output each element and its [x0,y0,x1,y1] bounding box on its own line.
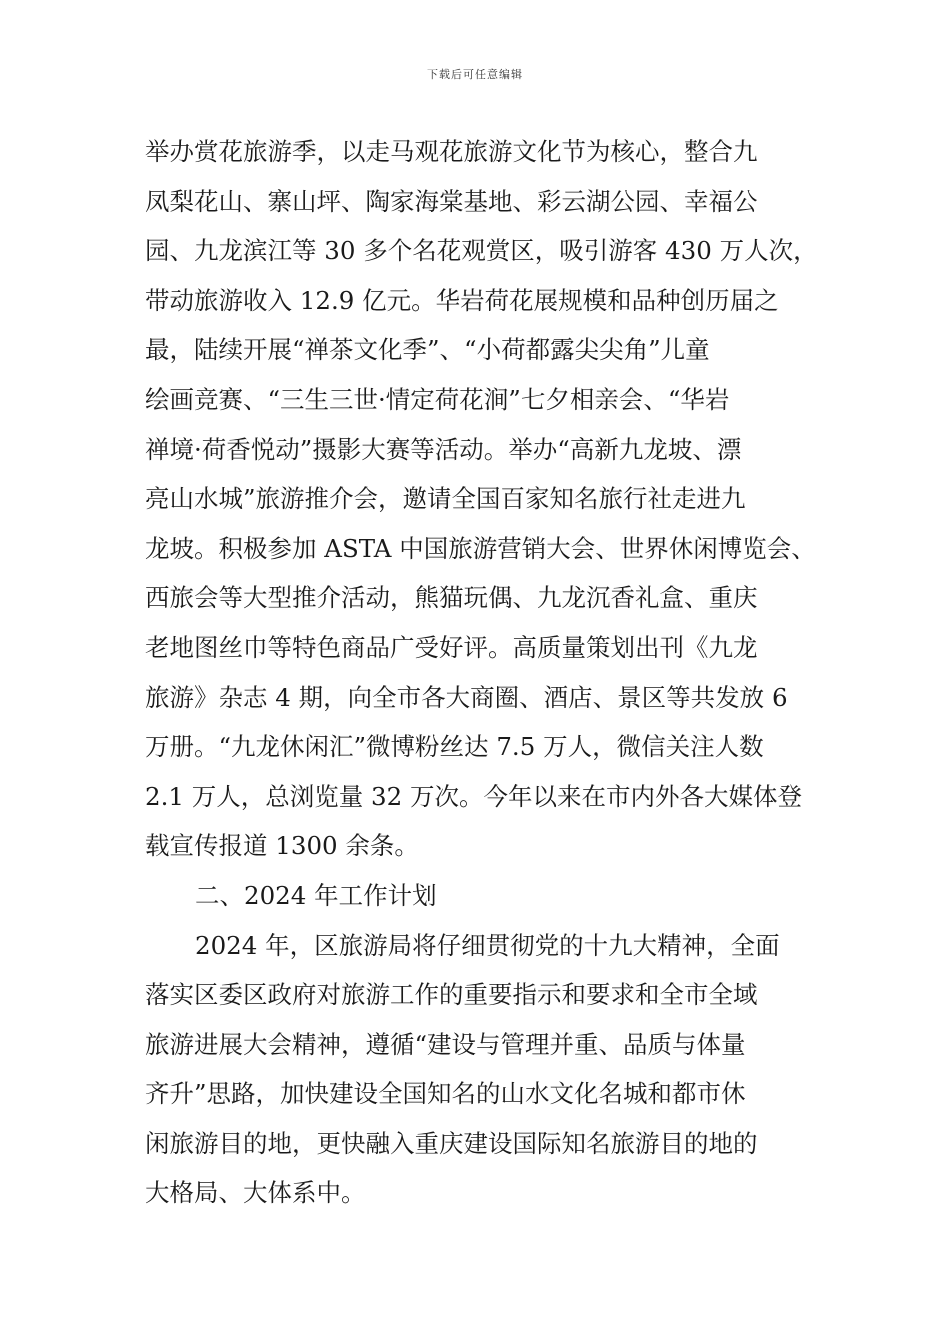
text-line: 老地图丝巾等特色商品广受好评。高质量策划出刊《九龙 [145,632,758,662]
text-line: 园、九龙滨江等 30 多个名花观赏区，吸引游客 430 万人次， [145,236,818,266]
page-header: 下载后可任意编辑 [427,68,523,81]
text-line: 闲旅游目的地，更快融入重庆建设国际知名旅游目的地的 [145,1128,758,1158]
text-line: 亮山水城”旅游推介会，邀请全国百家知名旅行社走进九 [145,484,746,514]
text-line: 西旅会等大型推介活动，熊猫玩偶、九龙沉香礼盒、重庆 [145,583,758,613]
text-line: 举办赏花旅游季，以走马观花旅游文化节为核心，整合九 [145,137,758,166]
text-line: 大格局、大体系中。 [145,1178,366,1208]
text-line: 载宣传报道 1300 余条。 [145,831,419,861]
text-line: 万册。“九龙休闲汇”微博粉丝达 7.5 万人，微信关注人数 [145,732,764,762]
text-line: 齐升”思路，加快建设全国知名的山水文化名城和都市休 [145,1079,746,1109]
section-heading: 二、2024 年工作计划 [195,880,437,910]
text-line: 2024 年，区旅游局将仔细贯彻党的十九大精神，全面 [195,930,780,960]
text-line: 凤梨花山、寨山坪、陶家海棠基地、彩云湖公园、幸福公 [145,186,758,216]
text-line: 绘画竞赛、“三生三世·情定荷花涧”七夕相亲会、“华岩 [145,384,730,414]
text-line: 禅境·荷香悦动”摄影大赛等活动。举办“高新九龙坡、漂 [145,434,742,464]
text-line: 旅游》杂志 4 期，向全市各大商圈、酒店、景区等共发放 6 [145,682,788,712]
text-line: 旅游进展大会精神，遵循“建设与管理并重、品质与体量 [145,1029,746,1059]
text-line: 最，陆续开展“禅茶文化季”、“小荷都露尖尖角”儿童 [145,335,710,365]
text-line: 落实区委区政府对旅游工作的重要指示和要求和全市全域 [145,980,758,1010]
text-line: 带动旅游收入 12.9 亿元。华岩荷花展规模和品种创历届之 [145,285,779,315]
text-line: 2.1 万人，总浏览量 32 万次。今年以来在市内外各大媒体登 [145,781,802,811]
body-text [145,127,825,1218]
text-line: 龙坡。积极参加 ASTA 中国旅游营销大会、世界休闲博览会、 [145,533,816,563]
